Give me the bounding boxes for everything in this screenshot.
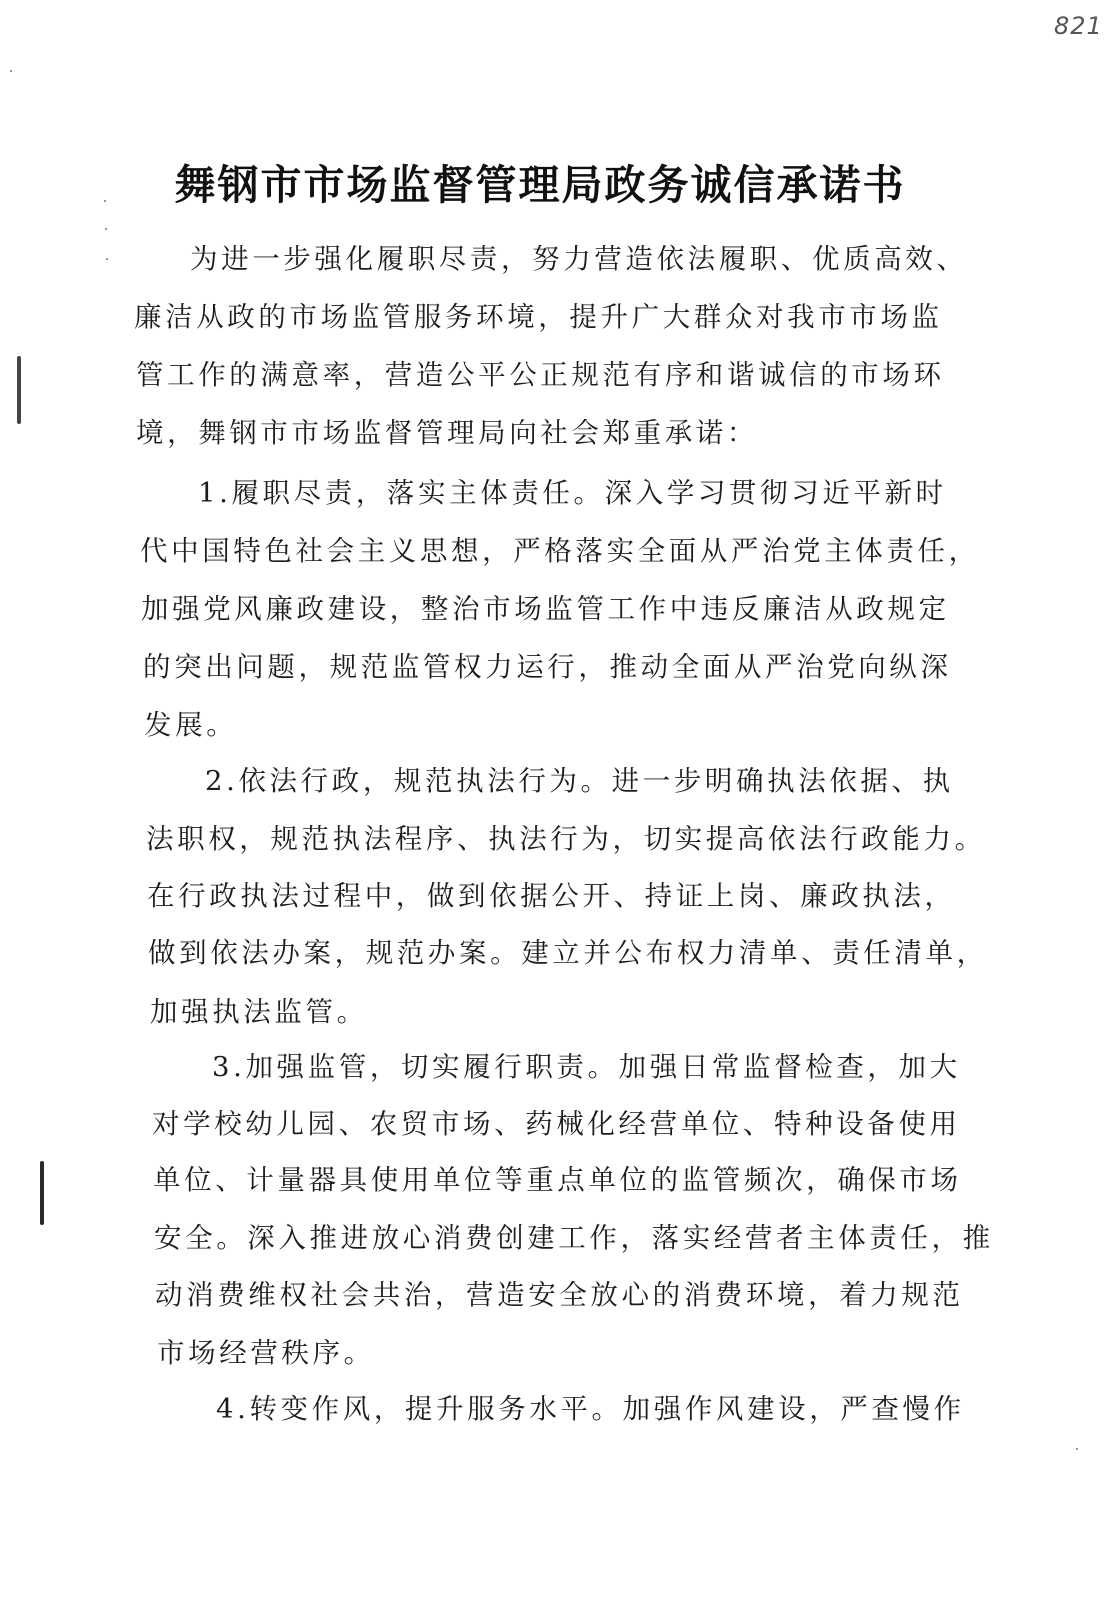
scan-speck xyxy=(104,200,106,202)
body-line: 境，舞钢市市场监督管理局向社会郑重承诺： xyxy=(136,417,758,449)
body-line: 加强执法监管。 xyxy=(150,996,368,1028)
body-line: 的突出问题，规范监管权力运行，推动全面从严治党向纵深 xyxy=(143,651,952,683)
staple-mark xyxy=(40,1161,44,1225)
body-line: 加强党风廉政建设，整治市场监管工作中违反廉洁从政规定 xyxy=(141,593,950,625)
body-line: 市场经营秩序。 xyxy=(157,1337,375,1369)
staple-mark xyxy=(17,356,21,424)
body-line: 对学校幼儿园、农贸市场、药械化经营单位、特种设备使用 xyxy=(152,1108,961,1140)
body-line: 1.履职尽责，落实主体责任。深入学习贯彻习近平新时 xyxy=(198,477,947,509)
body-line: 做到依法办案，规范办案。建立并公布权力清单、责任清单， xyxy=(148,937,988,969)
scan-speck xyxy=(105,228,107,230)
body-line: 单位、计量器具使用单位等重点单位的监管频次，确保市场 xyxy=(153,1164,962,1196)
page-number: 821 xyxy=(1054,12,1103,40)
scan-speck xyxy=(106,258,108,260)
body-line: 发展。 xyxy=(144,709,238,741)
body-line: 动消费维权社会共治，营造安全放心的消费环境，着力规范 xyxy=(155,1279,964,1311)
body-line: 廉洁从政的市场监管服务环境，提升广大群众对我市市场监 xyxy=(134,301,943,333)
body-line: 安全。深入推进放心消费创建工作，落实经营者主体责任，推 xyxy=(154,1222,994,1254)
body-line: 代中国特色社会主义思想，严格落实全面从严治党主体责任， xyxy=(140,535,980,567)
scan-speck xyxy=(1076,1448,1078,1450)
body-line: 管工作的满意率，营造公平公正规范有序和谐诚信的市场环 xyxy=(136,359,945,391)
body-line: 3.加强监管，切实履行职责。加强日常监督检查，加大 xyxy=(212,1051,961,1083)
body-line: 在行政执法过程中，做到依据公开、持证上岗、廉政执法， xyxy=(147,880,956,912)
body-line: 4.转变作风，提升服务水平。加强作风建设，严查慢作 xyxy=(216,1393,965,1425)
document-title: 舞钢市市场监督管理局政务诚信承诺书 xyxy=(174,161,906,209)
body-line: 为进一步强化履职尽责，努力营造依法履职、优质高效、 xyxy=(190,243,968,275)
scan-speck xyxy=(10,70,12,72)
body-line: 2.依法行政，规范执法行为。进一步明确执法依据、执 xyxy=(205,765,954,797)
body-line: 法职权，规范执法程序、执法行为，切实提高依法行政能力。 xyxy=(146,823,986,855)
